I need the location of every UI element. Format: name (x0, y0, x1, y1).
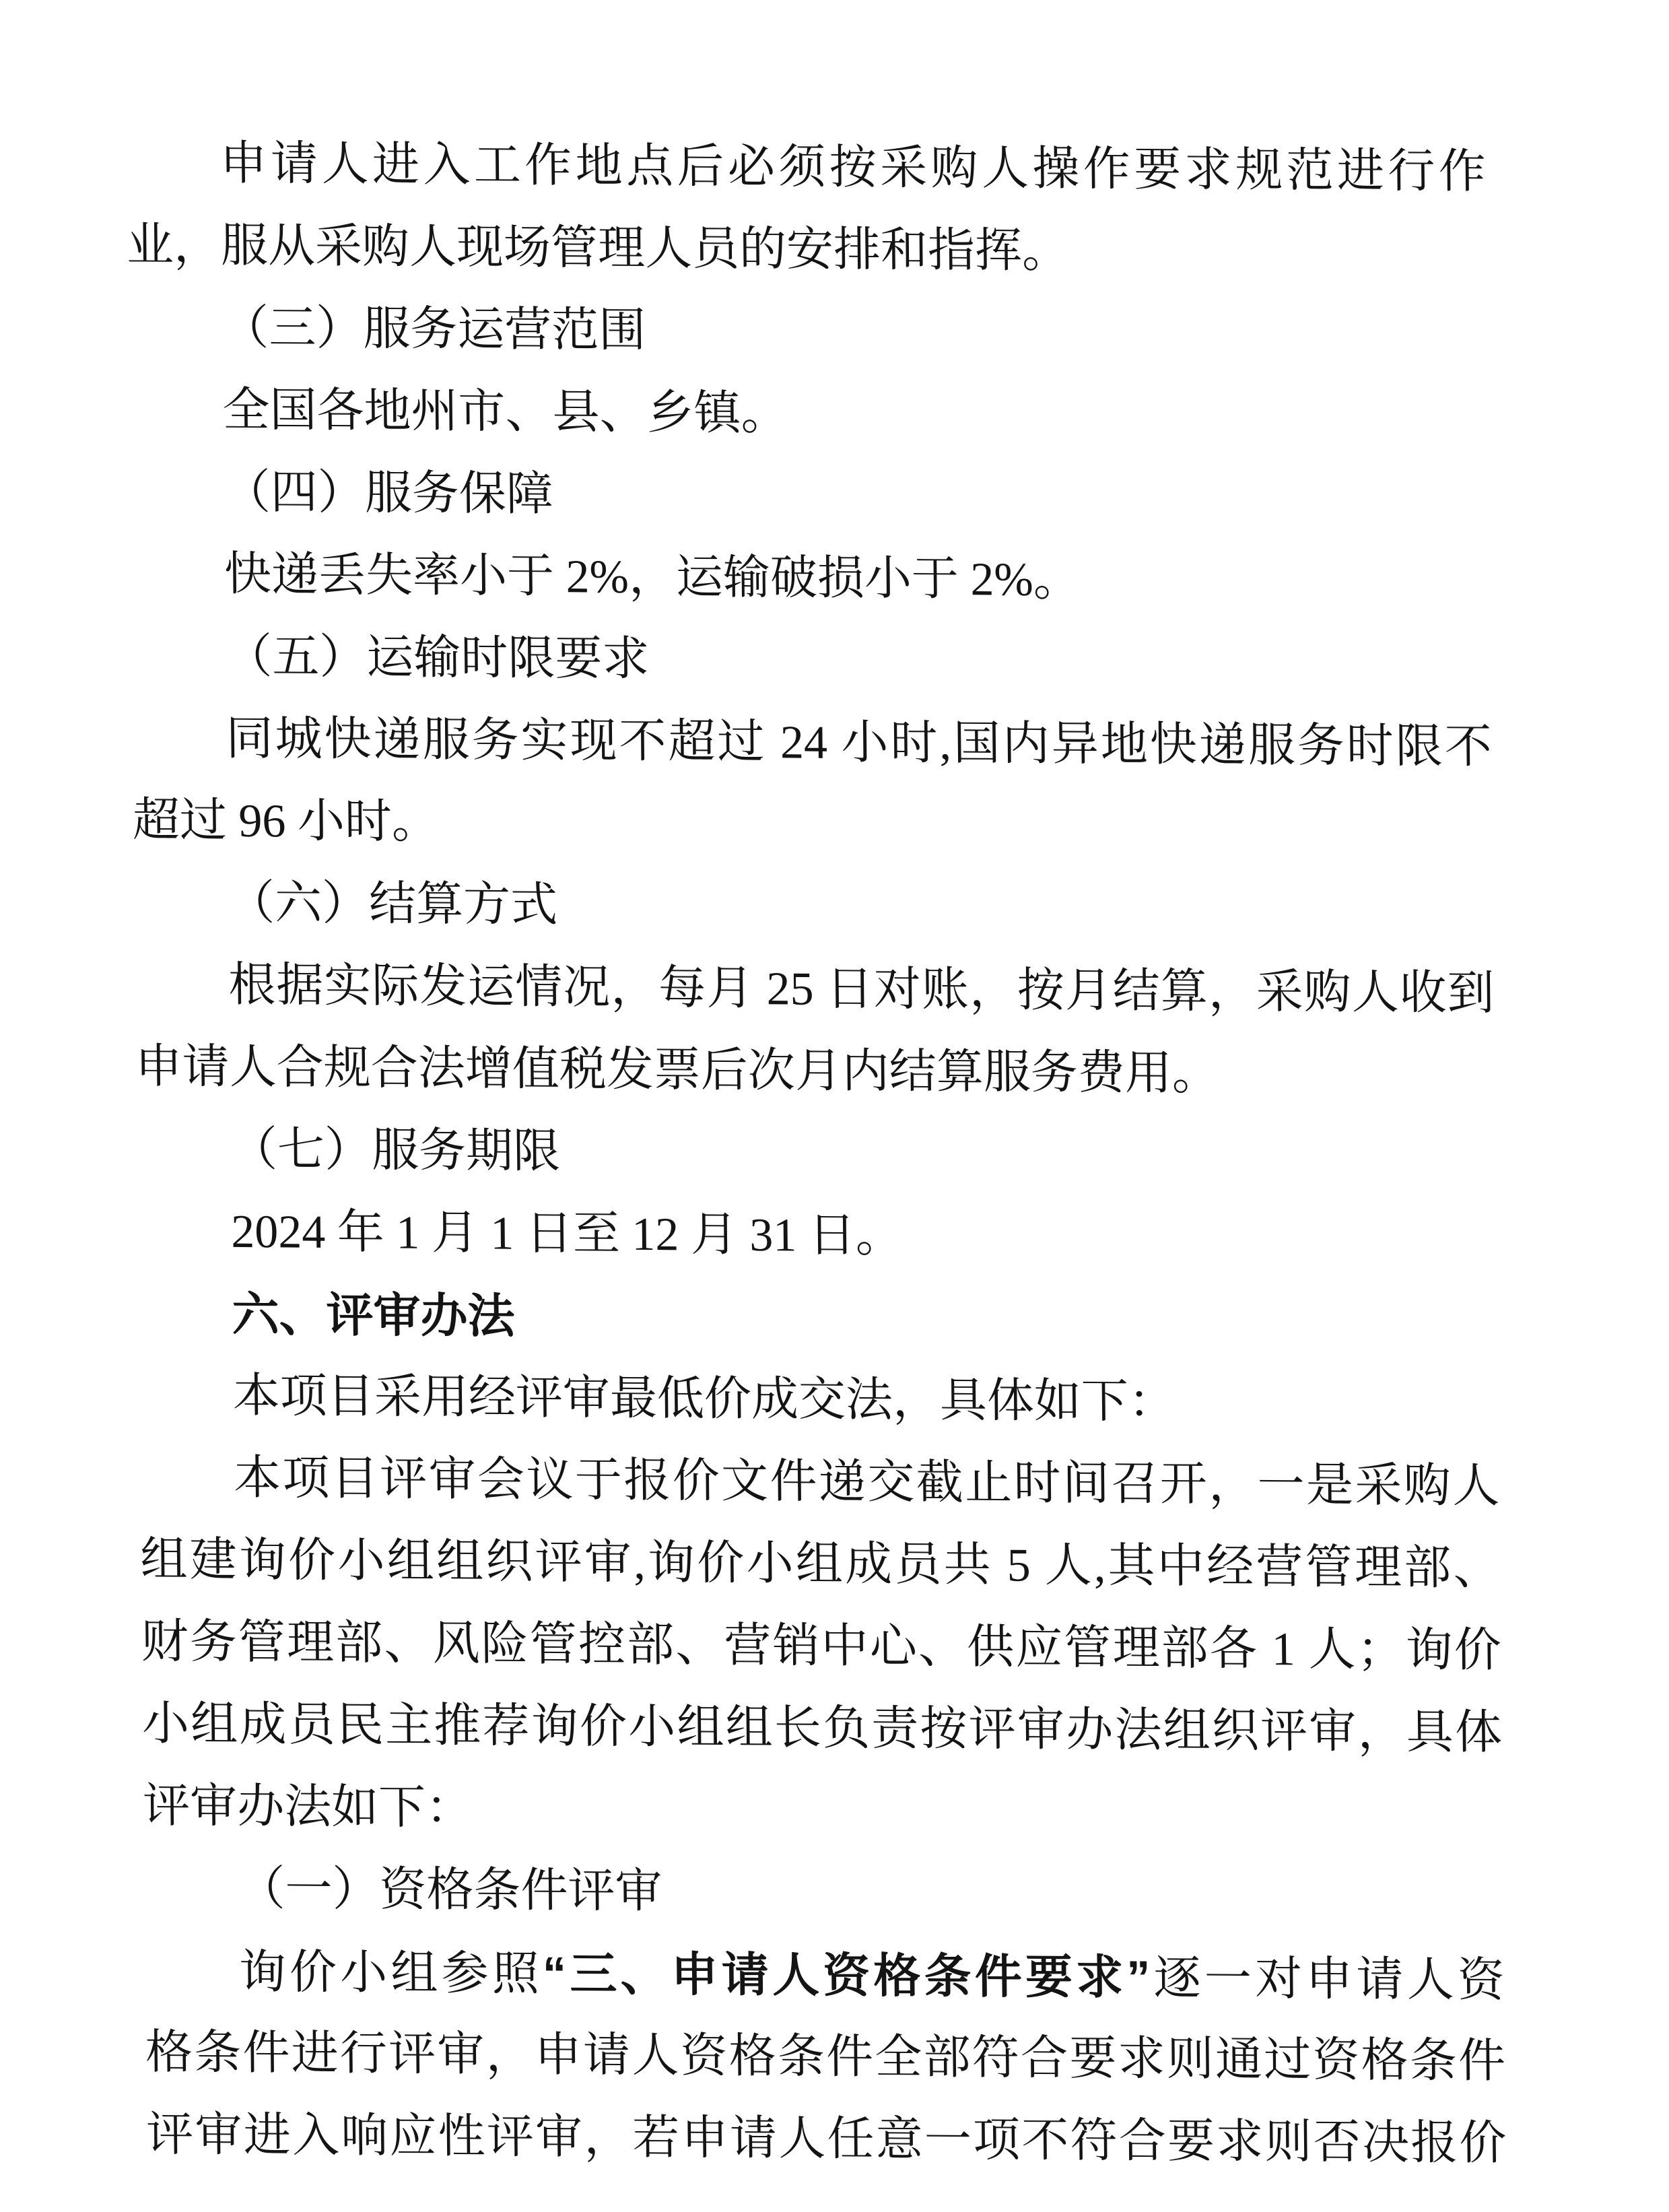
subheading-service-operation-scope (127, 287, 1488, 378)
body-line-review-meeting-4 (141, 1683, 1502, 1774)
body-text: 根据实际发运情况，每月 25 日对账，按月结算，采购人收到 (228, 959, 1495, 1020)
body-text: 同城快递服务实现不超过 24 小时,国内异地快递服务时限不 (226, 712, 1493, 774)
body-text: 财务管理部、风险管控部、营销中心、供应管理部各 1 人；询价 (141, 1616, 1502, 1677)
body-text: 申请人进入工作地点后必须按采购人操作要求规范进行作 (219, 137, 1487, 199)
body-text: 本项目评审会议于报价文件递交截止时间召开，一是采购人 (233, 1452, 1500, 1513)
bold-reference-text: “三、申请人资格条件要求” (542, 1947, 1151, 2004)
body-text: 逐一对申请人资 (1150, 1952, 1505, 2007)
body-text: 小组成员民主推荐询价小组组长负责按评审办法组织评审，具体 (141, 1698, 1503, 1759)
body-text: 组建询价小组组织评审,询价小组成员共 5 人,其中经营管理部、 (139, 1534, 1501, 1595)
body-text: 2024 年 1 月 1 日至 12 月 31 日。 (230, 1205, 904, 1263)
body-line-transport-time-2 (132, 780, 1493, 871)
body-line-review-meeting-1 (139, 1437, 1499, 1528)
subheading-text: （七）服务期限 (230, 1123, 561, 1178)
body-text: 评审办法如下： (142, 1780, 473, 1835)
body-line-service-period (137, 1191, 1497, 1281)
body-text: 超过 96 小时。 (132, 795, 440, 849)
subheading-service-guarantee (129, 451, 1489, 542)
subheading-text: （四）服务保障 (223, 466, 554, 521)
body-line-settlement-1 (134, 944, 1495, 1035)
subheading-text: （一）资格条件评审 (238, 1863, 662, 1918)
subheading-settlement-method (133, 862, 1493, 953)
body-line-qualification-2 (145, 2012, 1505, 2103)
subheading-service-period (135, 1108, 1496, 1199)
body-line-transport-time-1 (131, 698, 1492, 789)
body-text: 业，服从采购人现场管理人员的安排和指挥。 (126, 220, 1070, 278)
body-text: 评审进入响应性评审，若申请人任意一项不符合要求则否决报价 (145, 2109, 1507, 2170)
body-line-review-meeting-5 (143, 1766, 1503, 1856)
body-line-review-intro (138, 1355, 1499, 1446)
body-line-qualification-1 (144, 1930, 1505, 2021)
subheading-text: （六）结算方式 (227, 877, 558, 932)
body-line-site-operation-1 (125, 123, 1486, 213)
body-line-qualification-3 (146, 2094, 1507, 2185)
body-line-service-scope (128, 369, 1489, 460)
body-text: 快递丢失率小于 2%，运输破损小于 2%。 (224, 548, 1081, 607)
subheading-text: （五）运输时限要求 (224, 630, 650, 686)
body-text: 询价小组参照 (238, 1946, 543, 2001)
body-line-site-operation-2 (126, 205, 1487, 296)
body-line-settlement-2 (135, 1026, 1495, 1117)
body-text: 申请人合规合法增值税发票后次月内结算服务费用。 (135, 1041, 1220, 1100)
subheading-text: （三）服务运营范围 (221, 302, 646, 358)
body-line-review-meeting-2 (140, 1519, 1501, 1610)
subheading-transport-time-limit (131, 615, 1491, 706)
body-text: 格条件进行评审，申请人资格条件全部符合要求则通过资格条件 (145, 2027, 1506, 2088)
body-line-service-guarantee (129, 533, 1490, 624)
body-text: 全国各地州市、县、乡镇。 (222, 384, 788, 440)
subheading-qualification-review (143, 1848, 1504, 1939)
body-text: 本项目采用经评审最低价成交法，具体如下： (232, 1370, 1176, 1429)
body-line-review-meeting-3 (141, 1601, 1501, 1692)
heading-text: 六、评审办法 (232, 1287, 515, 1343)
document-text-block (125, 123, 1507, 2185)
heading-review-method (137, 1273, 1498, 1364)
